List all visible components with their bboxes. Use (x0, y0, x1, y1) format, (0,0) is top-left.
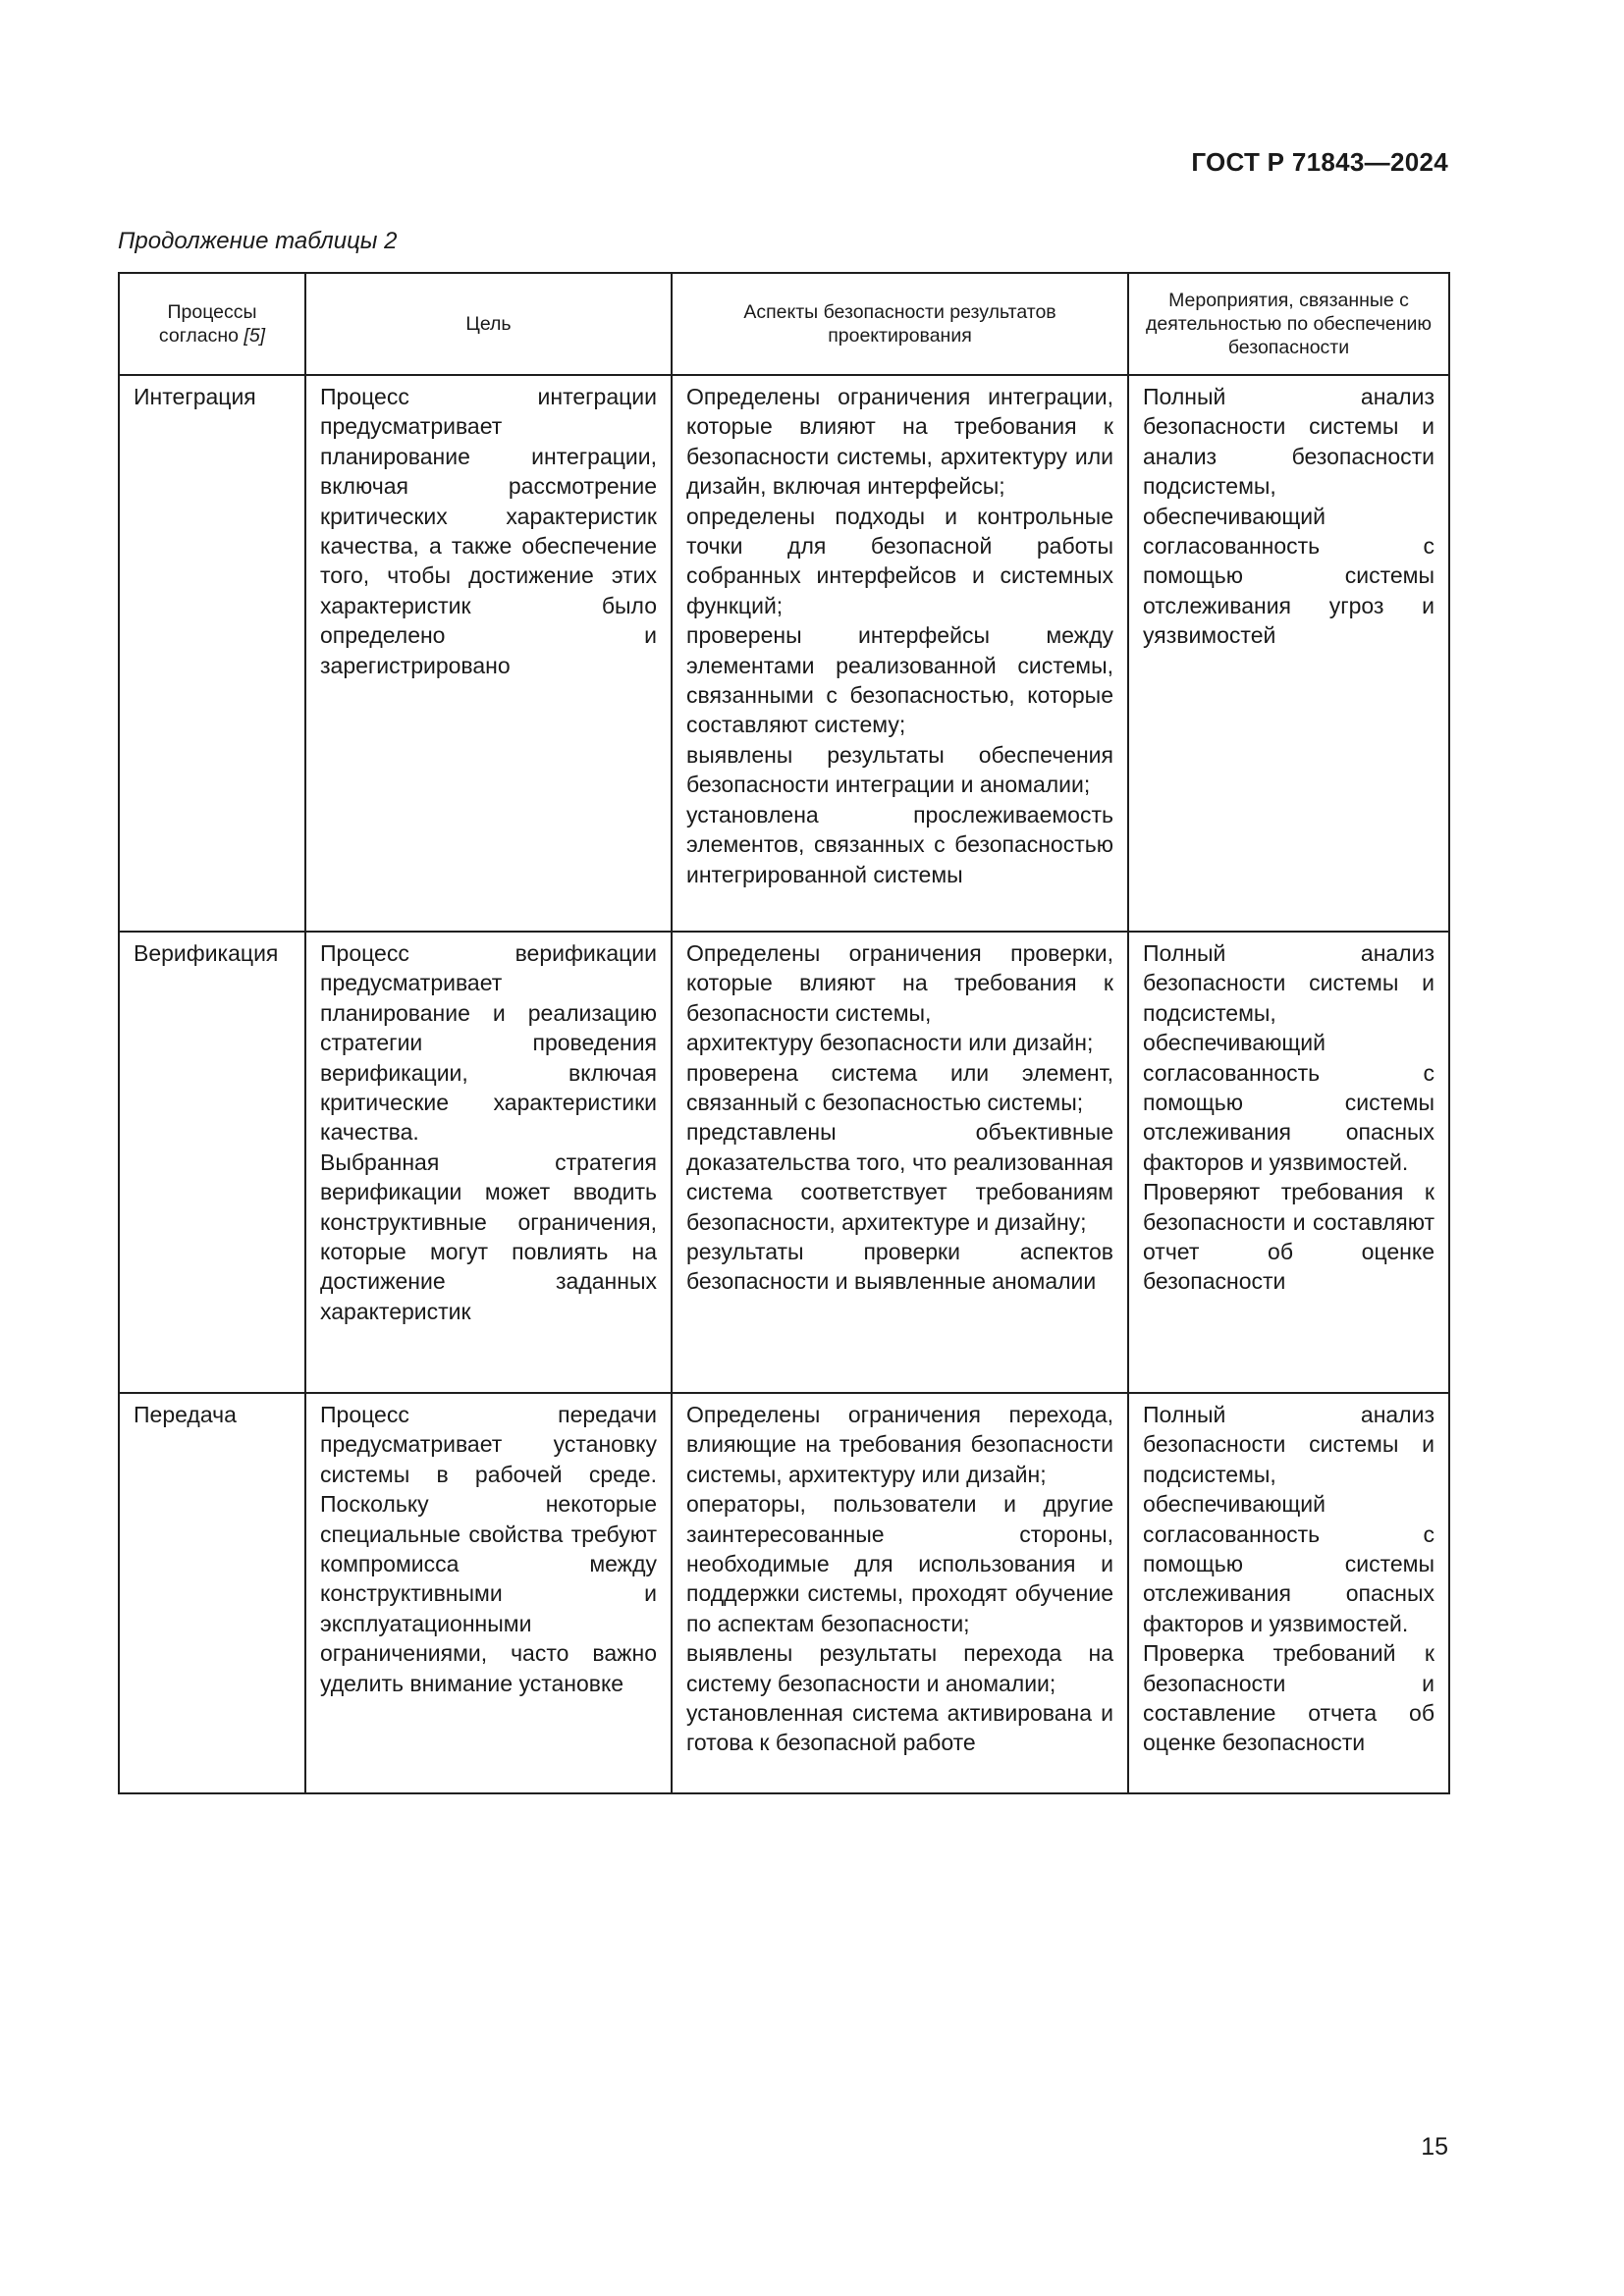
header-activities: Мероприятия, связанные с деятельностью по обеспечению безопасности (1128, 273, 1449, 375)
document-id: ГОСТ Р 71843—2024 (1191, 147, 1448, 177)
table-header-row (119, 273, 1449, 375)
cell-paragraph: Проверяют требования к безопасности и составляют отчет об оценке безопасности (1143, 1179, 1435, 1295)
cell-paragraph: выявлены результаты обеспечения безопасности интеграции и аномалии; (686, 741, 1113, 798)
cell-paragraph: Полный анализ безопасности системы и подсистемы, обеспечивающий согласованность с помощью системы отслеживания опасных факторов и уязвимостей. (1143, 940, 1435, 1175)
cell-paragraph: Процесс верификации предусматривает планирование и реализацию стратегии проведения верификации, включая критические характеристики качества. (320, 940, 657, 1146)
table-row (119, 932, 1449, 1393)
cell-paragraph: операторы, пользователи и другие заинтересованные стороны, необходимые для использования и поддержки системы, проходят обучение по аспектам безопасности; (686, 1491, 1113, 1636)
cell-process: Интеграция (119, 375, 305, 932)
processes-table (118, 272, 1450, 1794)
table-row (119, 375, 1449, 932)
cell-paragraph: установленная система активирована и готова к безопасной работе (686, 1700, 1113, 1756)
cell-paragraph: Проверка требований к безопасности и составление отчета об оценке безопасности (1143, 1640, 1435, 1756)
cell-aspects (672, 375, 1128, 932)
table-row (119, 1393, 1449, 1793)
cell-paragraph: установлена прослеживаемость элементов, связанных с безопасностью интегрированной системы (686, 801, 1113, 887)
header-process-ref: [5] (244, 325, 266, 347)
cell-paragraph: Полный анализ безопасности системы и анализ безопасности подсистемы, обеспечивающий согласованность с помощью системы отслеживания угроз и уязвимостей (1143, 384, 1435, 649)
cell-paragraph: проверены интерфейсы между элементами реализованной системы, связанными с безопасностью, которые составляют систему; (686, 622, 1113, 738)
cell-paragraph: Определены ограничения интеграции, которые влияют на требования к безопасности системы, архитектуру или дизайн, включая интерфейсы; (686, 384, 1113, 500)
cell-paragraph: выявлены результаты перехода на систему безопасности и аномалии; (686, 1640, 1113, 1696)
cell-activities (1128, 932, 1449, 1393)
cell-paragraph: представлены объективные доказательства того, что реализованная система соответствует требованиям безопасности, архитектуре и дизайну; (686, 1119, 1113, 1235)
cell-paragraph: Процесс интеграции предусматривает планирование интеграции, включая рассмотрение критических характеристик качества, а также обеспечение того, чтобы достижение этих характеристик было определено и зарегистрировано (320, 384, 657, 678)
cell-goal (305, 932, 672, 1393)
header-goal: Цель (305, 273, 672, 375)
table-body (119, 375, 1449, 1793)
cell-goal (305, 375, 672, 932)
header-process (119, 273, 305, 375)
header-aspects: Аспекты безопасности результатов проектирования (672, 273, 1128, 375)
cell-aspects (672, 932, 1128, 1393)
cell-paragraph: архитектуру безопасности или дизайн; (686, 1030, 1094, 1056)
cell-paragraph: Определены ограничения проверки, которые влияют на требования к безопасности системы, (686, 940, 1113, 1026)
cell-process: Передача (119, 1393, 305, 1793)
cell-activities (1128, 375, 1449, 932)
cell-paragraph: определены подходы и контрольные точки для безопасной работы собранных интерфейсов и системных функций; (686, 503, 1113, 618)
header-process-label: Процессы согласно (158, 301, 257, 347)
page-number: 15 (1421, 2133, 1448, 2161)
cell-aspects (672, 1393, 1128, 1793)
cell-goal (305, 1393, 672, 1793)
cell-activities (1128, 1393, 1449, 1793)
cell-paragraph: результаты проверки аспектов безопасности и выявленные аномалии (686, 1239, 1113, 1295)
cell-paragraph: Полный анализ безопасности системы и подсистемы, обеспечивающий согласованность с помощью системы отслеживания опасных факторов и уязвимостей. (1143, 1402, 1435, 1636)
cell-paragraph: Определены ограничения перехода, влияющие на требования безопасности системы, архитектуру или дизайн; (686, 1402, 1113, 1487)
cell-paragraph: проверена система или элемент, связанный с безопасностью системы; (686, 1059, 1113, 1116)
cell-paragraph: Процесс передачи предусматривает установку системы в рабочей среде. Поскольку некоторые специальные свойства требуют компромисса между конструктивными и эксплуатационными ограничениями, часто важно уделить внимание установке (320, 1402, 657, 1696)
cell-process: Верификация (119, 932, 305, 1393)
table-caption: Продолжение таблицы 2 (118, 228, 398, 254)
cell-paragraph: Выбранная стратегия верификации может вводить конструктивные ограничения, которые могут повлиять на достижение заданных характеристик (320, 1148, 657, 1324)
